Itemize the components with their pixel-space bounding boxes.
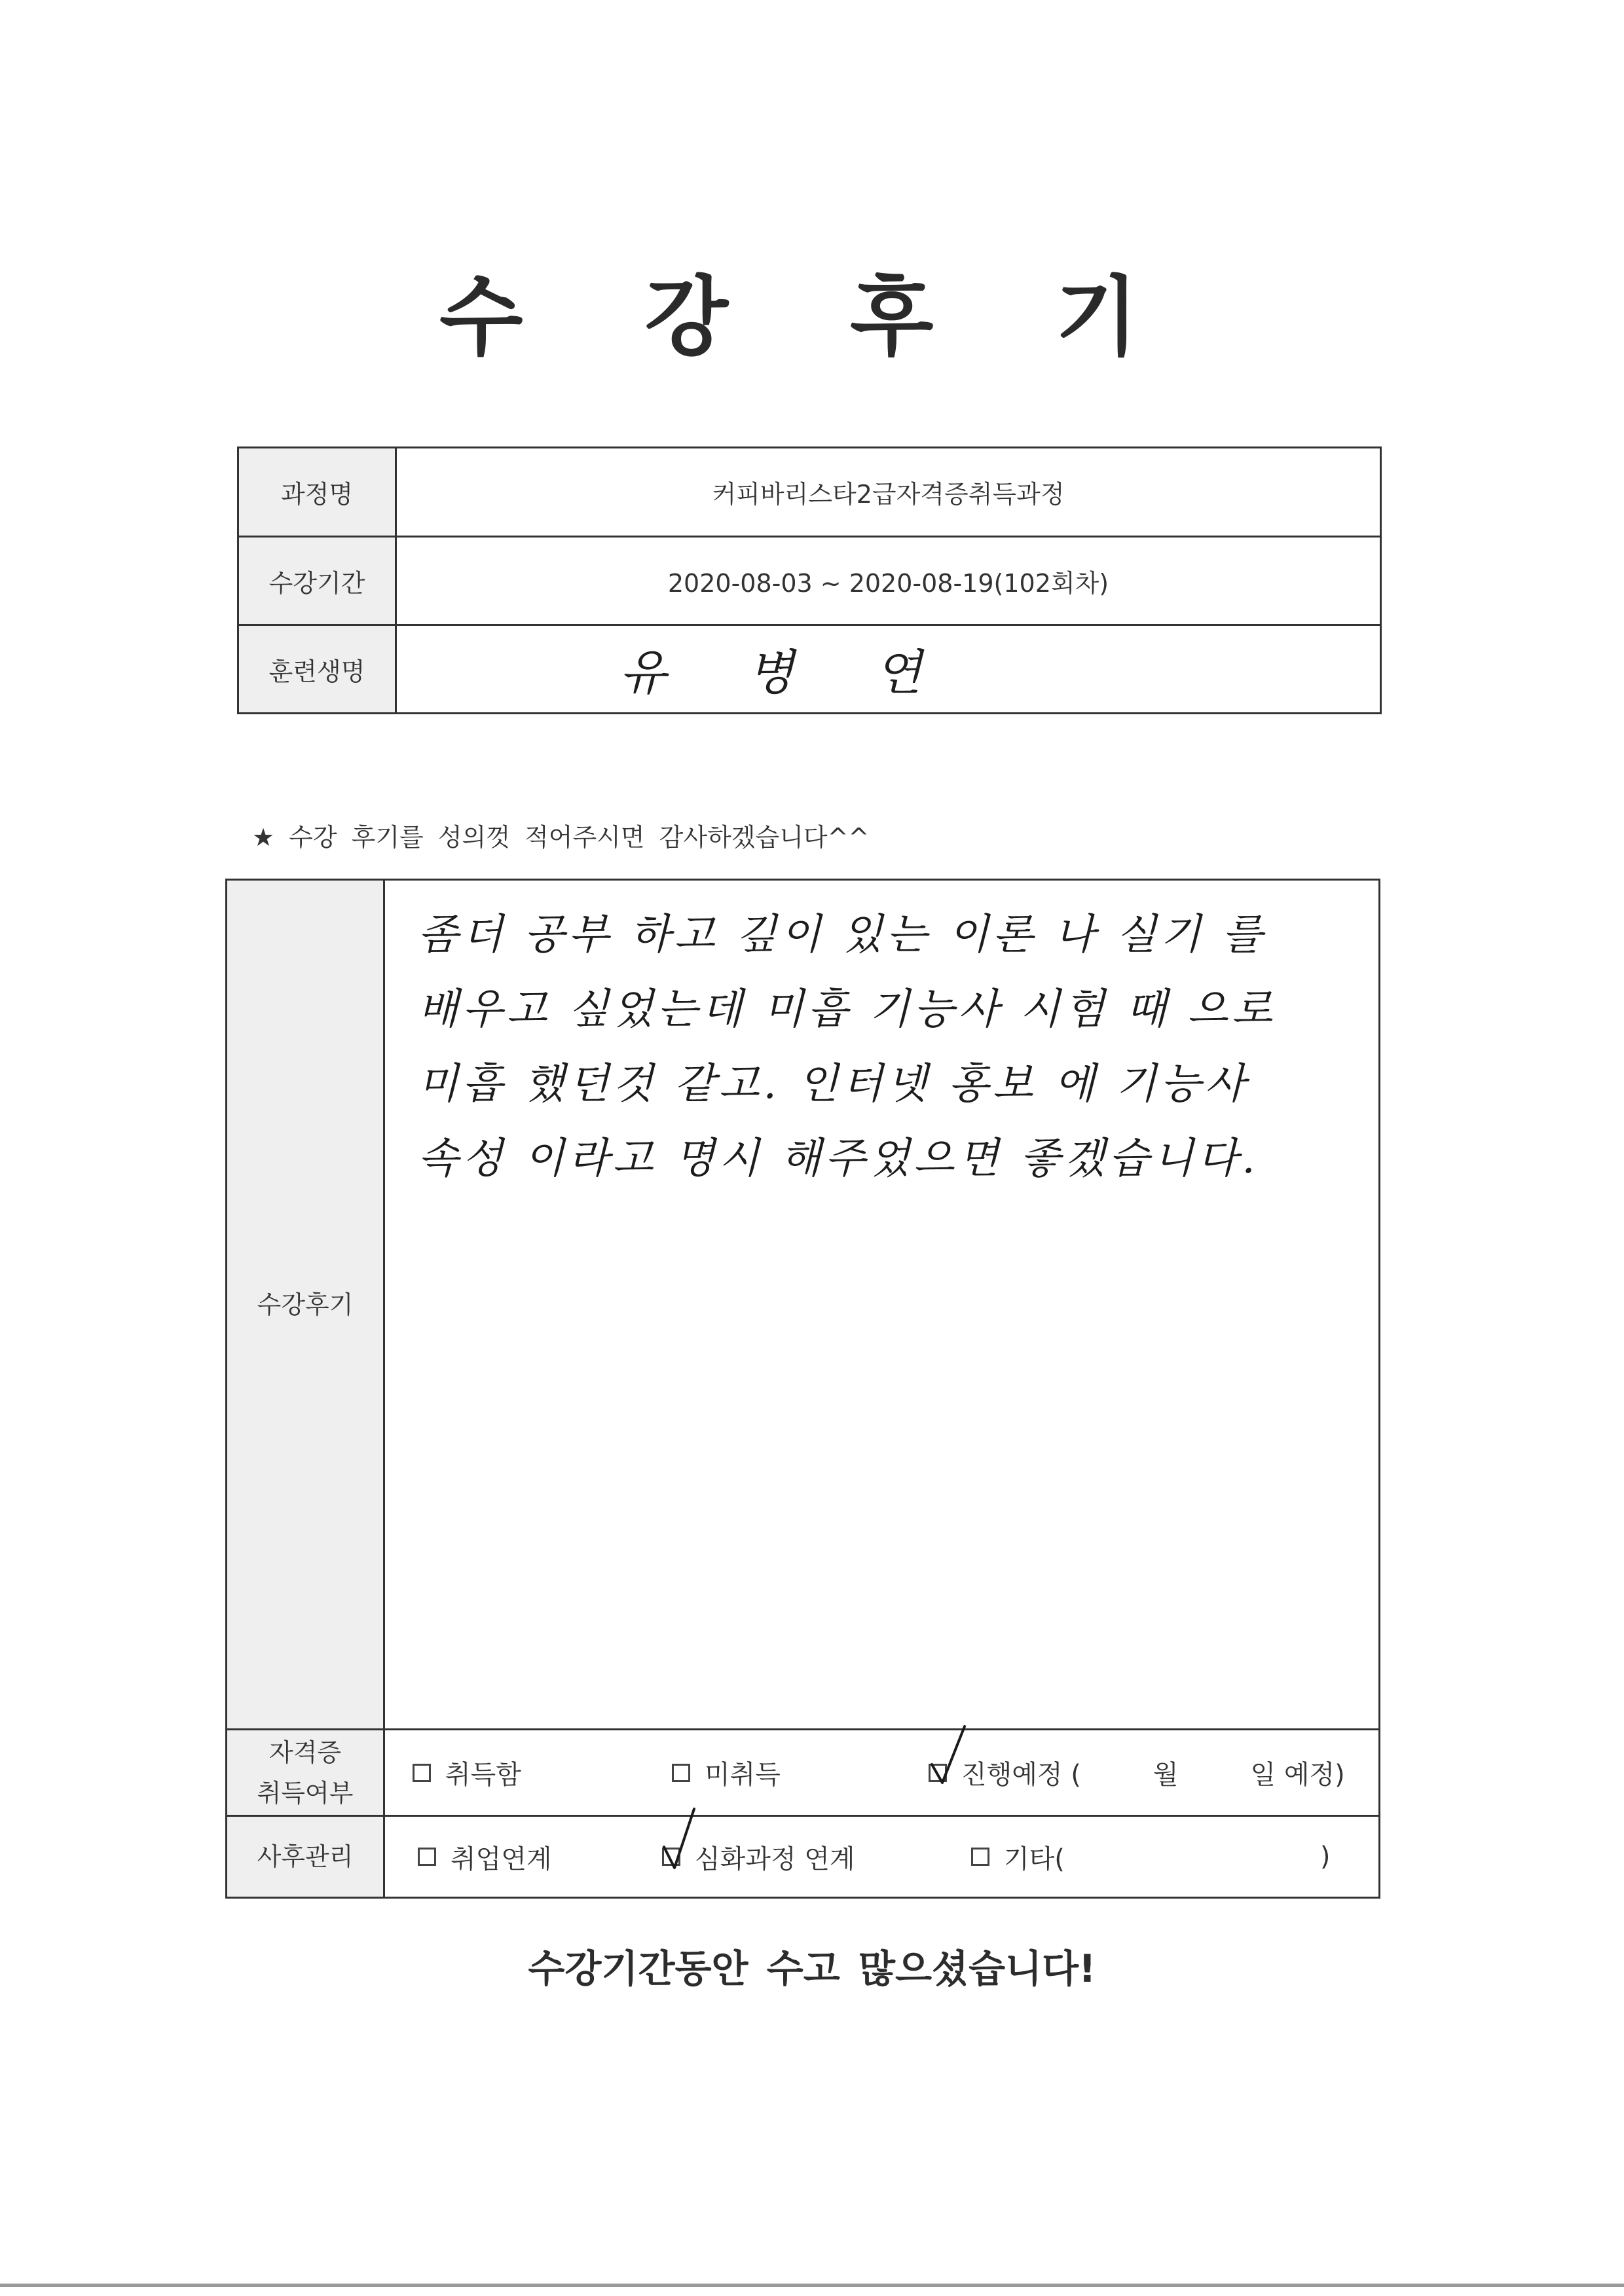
option-other-close: ) <box>1320 1842 1331 1872</box>
checkbox-not-acquired[interactable] <box>672 1764 690 1782</box>
review-label: 수강후기 <box>227 880 384 1730</box>
option-acquired[interactable] <box>413 1754 672 1791</box>
checkbox-acquired[interactable] <box>413 1764 431 1782</box>
review-line: 속성 이라고 명시 해주었으면 좋겠습니다. <box>418 1135 1259 1183</box>
trainee-label: 훈련생명 <box>238 625 396 714</box>
check-mark-icon <box>928 1724 967 1787</box>
certificate-label-line1: 자격증 <box>268 1738 342 1767</box>
option-planned[interactable] <box>929 1754 1345 1791</box>
checkbox-advanced-course[interactable] <box>662 1848 680 1866</box>
option-employment-label: 취업연계 <box>451 1844 552 1874</box>
course-name-label: 과정명 <box>238 448 396 537</box>
review-line: 미흡 했던것 같고. 인터넷 홍보 에 기능사 <box>418 1060 1249 1108</box>
aftercare-options <box>384 1816 1380 1898</box>
option-advanced-course[interactable] <box>662 1838 971 1876</box>
option-not-acquired-label: 미취득 <box>705 1760 781 1790</box>
checkbox-planned[interactable] <box>929 1764 947 1782</box>
planned-month-label: 월 <box>1153 1760 1179 1790</box>
page-title: 수 강 후 기 <box>439 267 1185 368</box>
review-content <box>384 880 1380 1730</box>
option-acquired-label: 취득함 <box>445 1760 521 1790</box>
option-advanced-course-label: 심화과정 연계 <box>695 1844 855 1874</box>
certificate-label <box>227 1730 384 1816</box>
aftercare-label: 사후관리 <box>227 1816 384 1898</box>
trainee-name-cell <box>396 625 1381 714</box>
option-employment[interactable] <box>418 1838 662 1876</box>
option-planned-label: 진행예정 ( <box>961 1760 1081 1790</box>
planned-day-label: 일 예정) <box>1250 1760 1345 1790</box>
check-mark-icon <box>661 1808 701 1870</box>
footer-message: 수강기간동안 수고 많으셨습니다! <box>528 1946 1096 1991</box>
option-not-acquired[interactable] <box>672 1754 929 1791</box>
scan-edge-line <box>0 2284 1624 2287</box>
checkbox-employment[interactable] <box>418 1848 436 1866</box>
notice-text: ★ 수강 후기를 성의껏 적어주시면 감사하겠습니다^^ <box>252 823 870 852</box>
period-value: 2020-08-03 ~ 2020-08-19(102회차) <box>396 537 1381 625</box>
review-line: 좀더 공부 하고 깊이 있는 이론 나 실기 를 <box>418 911 1266 959</box>
course-info-table <box>237 446 1382 714</box>
course-name-value: 커피바리스타2급자격증취득과정 <box>396 448 1381 537</box>
option-other-label: 기타( <box>1004 1844 1065 1874</box>
certificate-label-line2: 취득여부 <box>257 1778 354 1808</box>
period-label: 수강기간 <box>238 537 396 625</box>
review-line: 배우고 싶었는데 미흡 기능사 시험 때 으로 <box>418 985 1277 1034</box>
checkbox-other[interactable] <box>971 1848 989 1866</box>
option-other[interactable] <box>971 1838 1331 1876</box>
trainee-name-handwritten: 유 병 연 <box>619 645 955 701</box>
certificate-options <box>384 1730 1380 1816</box>
review-table <box>225 879 1380 1899</box>
